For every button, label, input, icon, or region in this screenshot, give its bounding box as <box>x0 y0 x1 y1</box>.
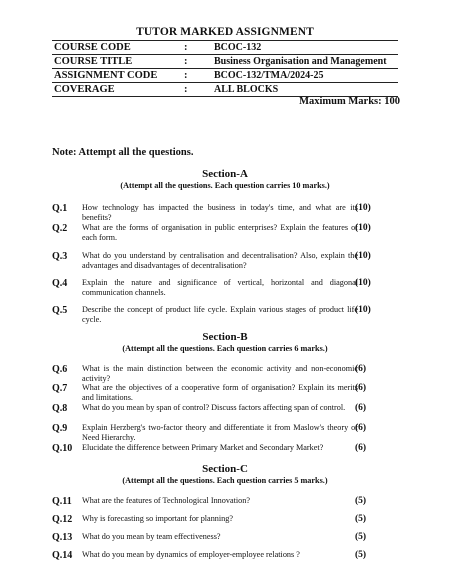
course-title-row <box>52 55 398 69</box>
question-text: What are the forms of organisation in public enterprises? Explain the features of each form. <box>82 223 358 242</box>
section-a-instruction: (Attempt all the questions. Each question carries 10 marks.) <box>120 181 330 190</box>
course-code-value: BCOC-132 <box>212 41 398 55</box>
separator: : <box>182 69 212 83</box>
coverage-label: COVERAGE <box>52 83 182 97</box>
question-text: How technology has impacted the business in today's time, and what are its benefits? <box>82 203 358 222</box>
coverage-row <box>52 83 398 97</box>
separator: : <box>182 83 212 97</box>
question-number: Q.7 <box>52 383 68 394</box>
question-number: Q.10 <box>52 443 73 454</box>
question-text: What do you mean by span of control? Discuss factors affecting span of control. <box>82 403 346 412</box>
question-marks: (10) <box>355 278 371 288</box>
coverage-value: ALL BLOCKS <box>212 83 398 97</box>
question-text: What are the features of Technological Innovation? <box>82 496 250 505</box>
section-b-heading: Section-B <box>202 331 248 343</box>
question-marks: (6) <box>355 443 367 453</box>
question-number: Q.14 <box>52 550 73 561</box>
question-marks: (6) <box>355 383 367 393</box>
question-marks: (10) <box>355 251 371 261</box>
section-a-heading: Section-A <box>202 168 248 180</box>
question-number: Q.1 <box>52 203 68 214</box>
question-number: Q.9 <box>52 423 68 434</box>
question-marks: (10) <box>355 305 371 315</box>
course-title-label: COURSE TITLE <box>52 55 182 69</box>
question-marks: (5) <box>355 550 367 560</box>
maximum-marks: Maximum Marks: 100 <box>299 96 400 107</box>
question-marks: (6) <box>355 364 367 374</box>
assignment-code-label: ASSIGNMENT CODE <box>52 69 182 83</box>
section-b-instruction: (Attempt all the questions. Each question carries 6 marks.) <box>122 344 328 353</box>
question-marks: (5) <box>355 514 367 524</box>
question-number: Q.4 <box>52 278 68 289</box>
question-text: Elucidate the difference between Primary Market and Secondary Market? <box>82 443 324 452</box>
question-text: Explain Herzberg's two-factor theory and differentiate it from Maslow's theory of Need Hierarchy. <box>82 423 358 442</box>
separator: : <box>182 41 212 55</box>
question-text: Why is forecasting so important for planning? <box>82 514 233 523</box>
question-number: Q.11 <box>52 496 72 507</box>
document-title: TUTOR MARKED ASSIGNMENT <box>136 26 314 38</box>
question-number: Q.12 <box>52 514 73 525</box>
question-text: What do you understand by centralisation and decentralisation? Also, explain the advantages and disadvantages of decentralisation? <box>82 251 358 270</box>
question-marks: (6) <box>355 423 367 433</box>
question-text: What do you mean by team effectiveness? <box>82 532 221 541</box>
question-text: What is the main distinction between the economic activity and non-economic activity? <box>82 364 358 383</box>
course-title-value: Business Organisation and Management <box>212 55 398 69</box>
question-number: Q.8 <box>52 403 68 414</box>
question-marks: (10) <box>355 223 371 233</box>
question-number: Q.5 <box>52 305 68 316</box>
question-marks: (6) <box>355 403 367 413</box>
question-marks: (5) <box>355 532 367 542</box>
assignment-code-row <box>52 69 398 83</box>
note-text: Note: Attempt all the questions. <box>52 147 194 158</box>
assignment-code-value: BCOC-132/TMA/2024-25 <box>212 69 398 83</box>
question-text: Explain the nature and significance of vertical, horizontal and diagonal communication channels. <box>82 278 358 297</box>
separator: : <box>182 55 212 69</box>
question-number: Q.3 <box>52 251 68 262</box>
question-text: What are the objectives of a cooperative form of organisation? Explain its merits and limitations. <box>82 383 358 402</box>
course-info-table <box>52 40 398 97</box>
section-c-instruction: (Attempt all the questions. Each question carries 5 marks.) <box>122 476 328 485</box>
question-marks: (5) <box>355 496 367 506</box>
question-number: Q.13 <box>52 532 73 543</box>
question-text: What do you mean by dynamics of employer-employee relations ? <box>82 550 300 559</box>
section-c-heading: Section-C <box>202 463 248 475</box>
course-code-label: COURSE CODE <box>52 41 182 55</box>
question-marks: (10) <box>355 203 371 213</box>
course-code-row <box>52 41 398 55</box>
question-number: Q.6 <box>52 364 68 375</box>
question-text: Describe the concept of product life cycle. Explain various stages of product life cycle. <box>82 305 358 324</box>
question-number: Q.2 <box>52 223 68 234</box>
